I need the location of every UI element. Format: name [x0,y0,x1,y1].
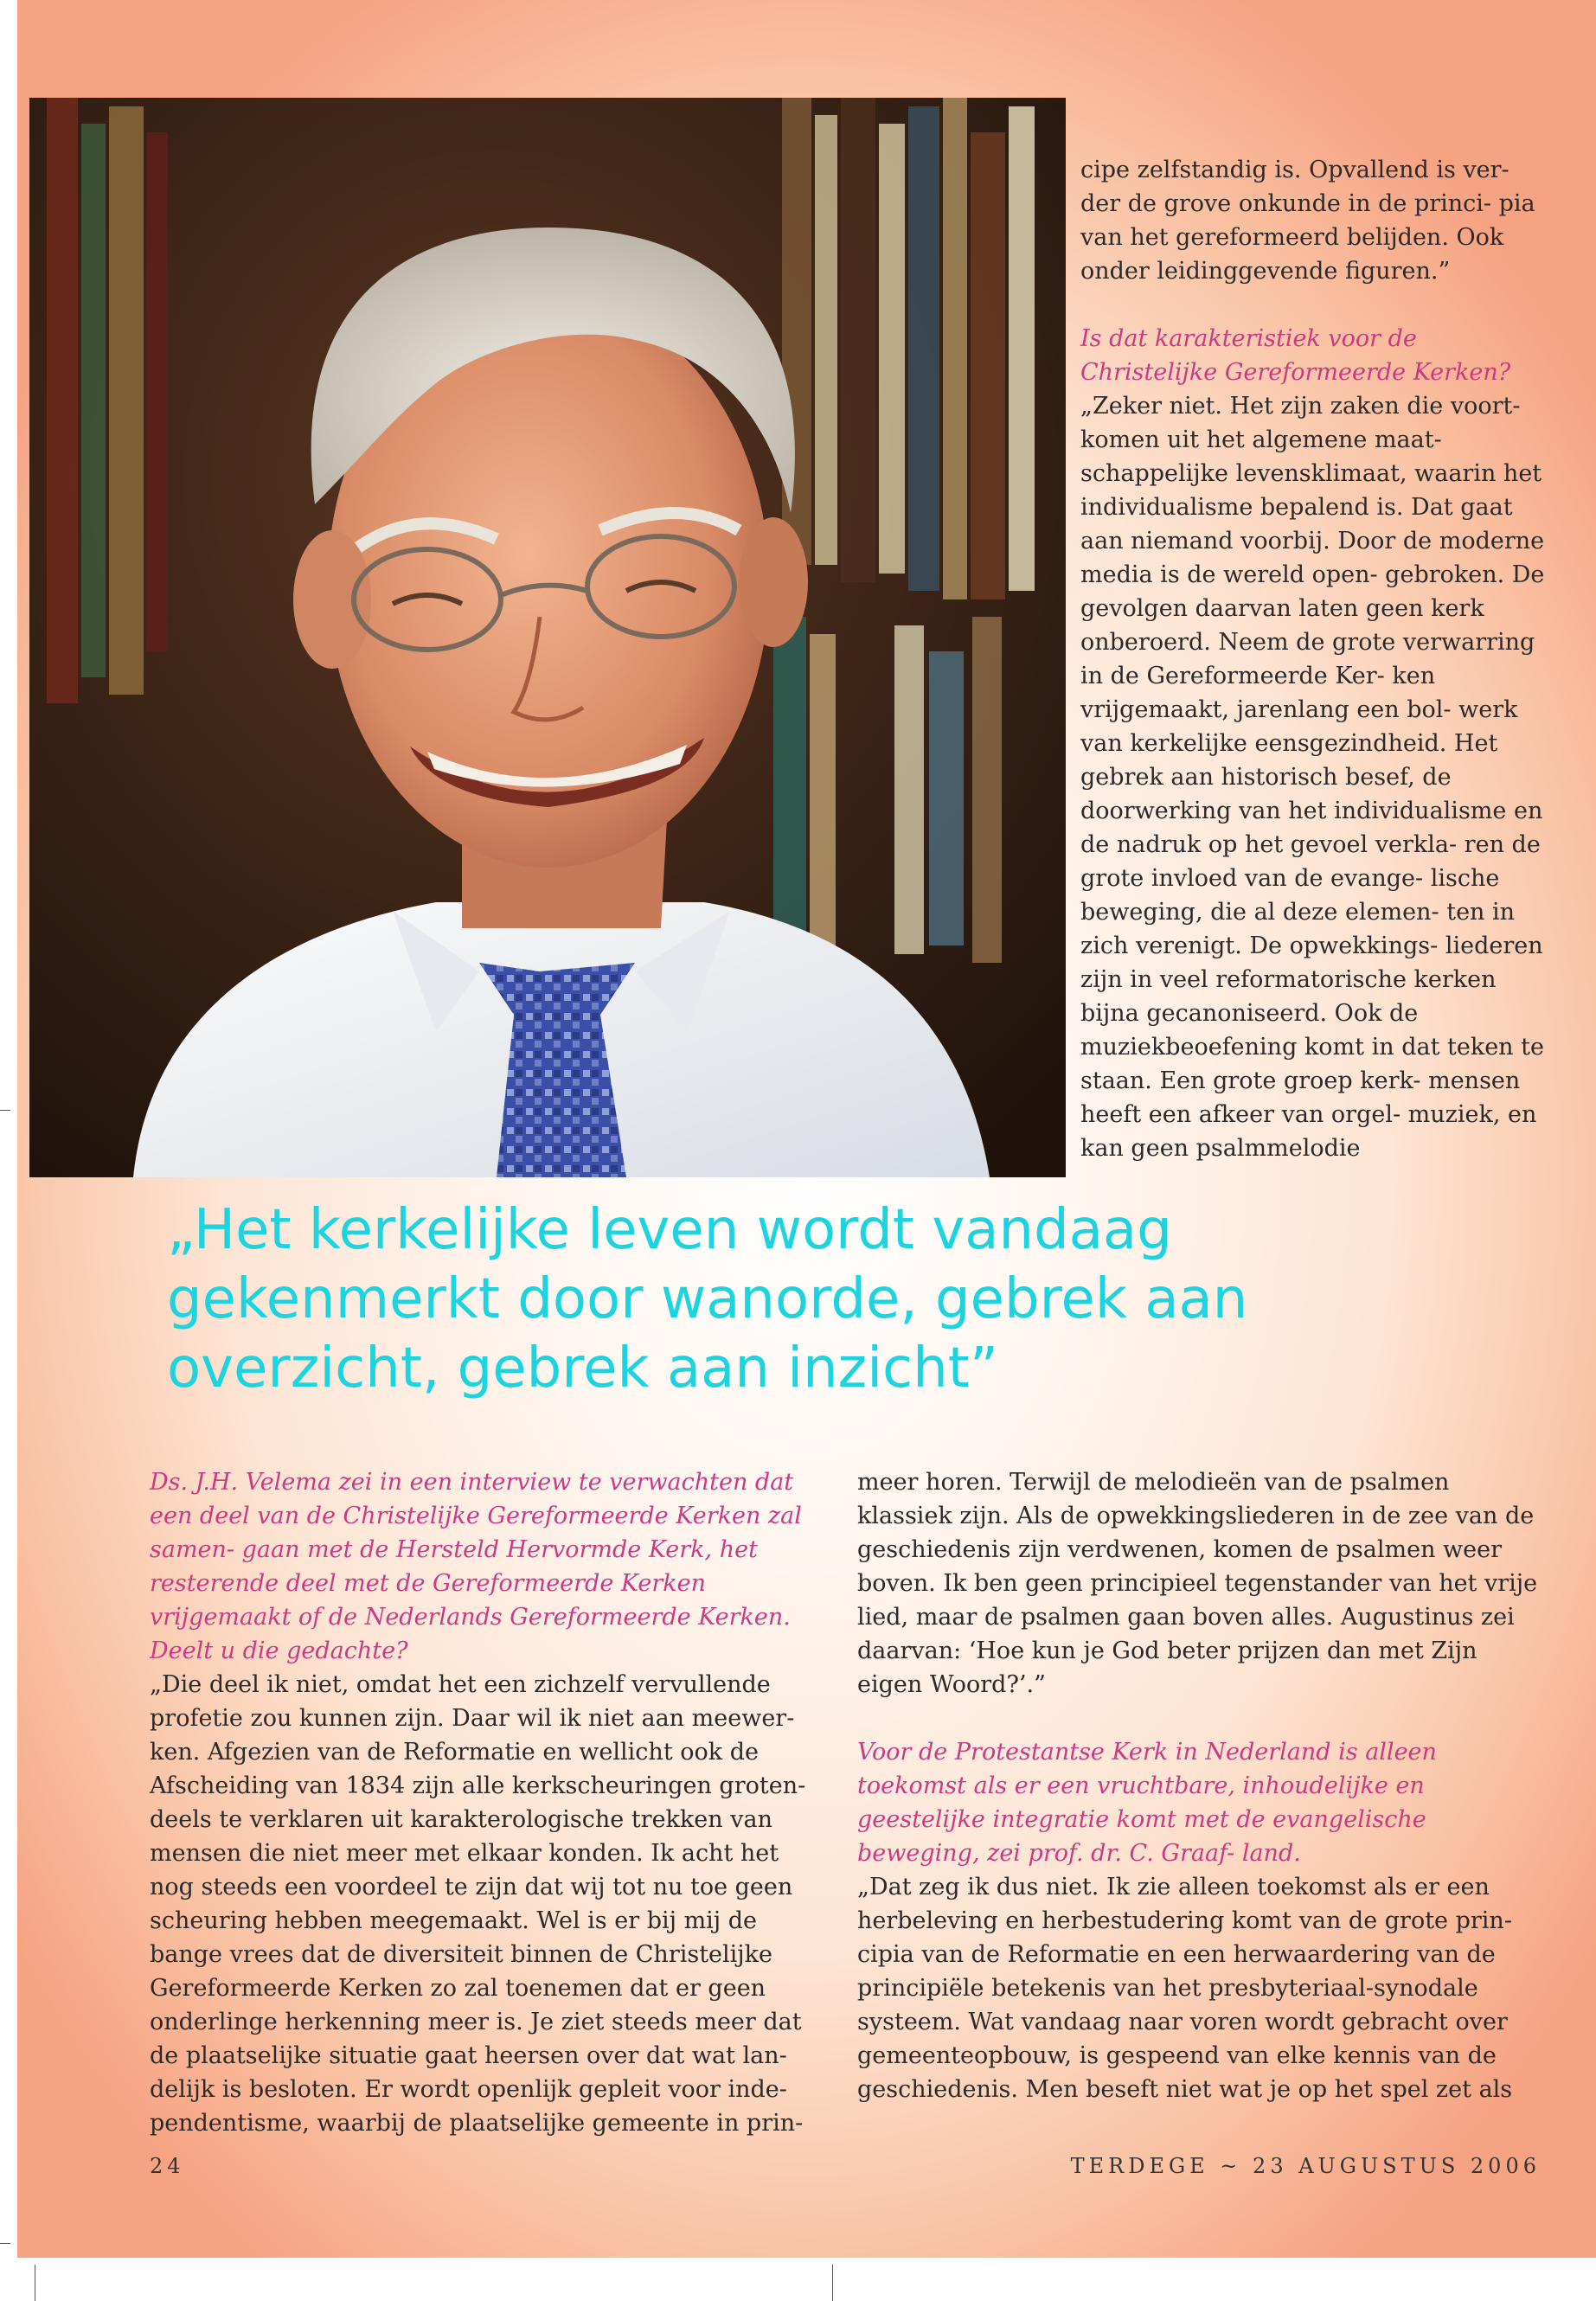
pull-quote: „Het kerkelijke leven wordt vandaag gekenmerkt door wanorde, gebrek aan overzicht, gebrek aan inzicht” [167,1198,1248,1400]
paragraph-gap [1080,288,1548,322]
publication-footer: TERDEGE ~ 23 AUGUSTUS 2006 [1070,2154,1541,2178]
portrait-illustration [29,98,1066,1177]
left-column [150,1465,824,2140]
crop-mark [0,2243,10,2244]
portrait-photo [29,98,1066,1177]
paragraph-gap [857,1702,1541,1735]
middle-column-paragraph-2: „Dat zeg ik dus niet. Ik zie alleen toekomst als er een herbeleving en herbestudering komt van de grote prin- cipia van de Reformatie en een herwaardering van de principiële betekenis van het presbyteriaal-synodale systeem. Wat vandaag naar voren wordt gebracht over gemeenteopbouw, is gespeend van elke kennis van de geschiedenis. Men beseft niet wat je op het spel zet als [857,1874,1513,2103]
interview-question: Voor de Protestantse Kerk in Nederland is alleen toekomst als er een vruchtbare, inhoudelijke en geestelijke integratie komt met de evangelische beweging, zei prof. dr. C. Graaf- land. [857,1739,1437,1867]
right-column-paragraph-1: cipe zelfstandig is. Opvallend is ver- der de grove onkunde in de princi- pia van het gereformeerd belijden. Ook onder leidinggevende figuren.” [1080,157,1535,285]
crop-mark [0,1110,10,1111]
interview-question: Ds. J.H. Velema zei in een interview te verwachten dat een deel van de Christelijke Gereformeerde Kerken zal samen- gaan met de Hersteld Hervormde Kerk, het resterende deel met de Gereformeerde Kerken vrijgemaakt of de Nederlands Gereformeerde Kerken. Deelt u die gedachte? [150,1469,802,1664]
right-column-top [1080,153,1548,1165]
crop-mark [832,2265,833,2301]
middle-column-paragraph-1: meer horen. Terwijl de melodieën van de psalmen klassiek zijn. Als de opwekkingsliederen in de zee van de geschiedenis zijn verdwenen, komen de psalmen weer boven. Ik ben geen principieel tegenstander van het vrije lied, maar de psalmen gaan boven alles. Augustinus zei daarvan: ‘Hoe kun je God beter prijzen dan met Zijn eigen Woord?’.” [857,1469,1538,1698]
left-column-paragraph-1: „Die deel ik niet, omdat het een zichzelf vervullende profetie zou kunnen zijn. Daar wil ik niet aan meewer- ken. Afgezien van de Reformatie en wellicht ook de Afscheiding van 1834 zijn alle kerkscheuringen groten- deels te verklaren uit karakterologische trekken van mensen die niet meer met elkaar konden. Ik acht het nog steeds een voordeel te zijn dat wij tot nu toe geen scheuring hebben meegemaakt. Wel is er bij mij de bange vrees dat de diversiteit binnen de Christelijke Gereformeerde Kerken zo zal toenemen dat er geen onderlinge herkenning meer is. Je ziet steeds meer dat de plaatselijke situatie gaat heersen over dat wat lan- delijk is besloten. Er wordt openlijk gepleit voor inde- pendentisme, waarbij de plaatselijke gemeente in prin- [150,1671,806,2137]
magazine-page [17,0,1596,2258]
page-number: 24 [150,2154,185,2178]
middle-column [857,1465,1541,2106]
right-column-paragraph-2: „Zeker niet. Het zijn zaken die voort- komen uit het algemene maat- schappelijke levensklimaat, waarin het individualisme bepalend is. Dat gaat aan niemand voorbij. Door de moderne media is de wereld open- gebroken. De gevolgen daarvan laten geen kerk onberoerd. Neem de grote verwarring in de Gereformeerde Ker- ken vrijgemaakt, jarenlang een bol- werk van kerkelijke eensgezindheid. Het gebrek aan historisch besef, de doorwerking van het individualisme en de nadruk op het gevoel verkla- ren de grote invloed van de evange- lische beweging, die al deze elemen- ten in zich verenigt. De opwekkings- liederen zijn in veel reformatorische kerken bijna gecanoniseerd. Ook de muziekbeoefening komt in dat teken te staan. Een grote groep kerk- mensen heeft een afkeer van orgel- muziek, en kan geen psalmmelodie [1080,393,1545,1162]
interview-question: Is dat karakteristiek voor de Christelijke Gereformeerde Kerken? [1080,325,1511,386]
